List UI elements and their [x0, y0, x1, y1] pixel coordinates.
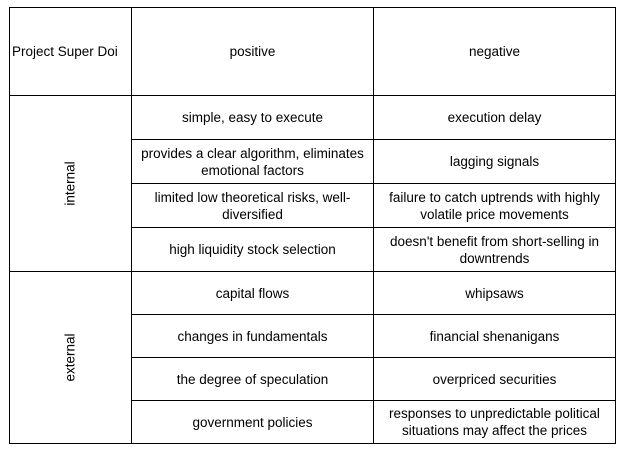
- negative-cell: execution delay: [374, 96, 616, 140]
- negative-cell: overpriced securities: [374, 358, 616, 401]
- positive-cell: provides a clear algorithm, eliminates emotional factors: [132, 140, 374, 184]
- positive-cell: limited low theoretical risks, well-diversified: [132, 184, 374, 228]
- project-name-cell: Project Super Doi: [10, 8, 132, 96]
- group-label-text: internal: [63, 161, 78, 206]
- swot-table: [9, 7, 616, 444]
- negative-cell: doesn't benefit from short-selling in downtrends: [374, 228, 616, 272]
- column-header-negative: negative: [374, 8, 616, 96]
- positive-cell: changes in fundamentals: [132, 315, 374, 358]
- negative-cell: responses to unpredictable political situations may affect the prices: [374, 401, 616, 444]
- positive-cell: government policies: [132, 401, 374, 444]
- positive-cell: the degree of speculation: [132, 358, 374, 401]
- group-label-external: [10, 272, 132, 444]
- group-label-internal: [10, 96, 132, 272]
- table-row: [10, 272, 616, 315]
- negative-cell: failure to catch uptrends with highly volatile price movements: [374, 184, 616, 228]
- negative-cell: lagging signals: [374, 140, 616, 184]
- group-label-text: external: [63, 333, 78, 382]
- table-row: [10, 96, 616, 140]
- table-header-row: [10, 8, 616, 96]
- positive-cell: high liquidity stock selection: [132, 228, 374, 272]
- positive-cell: capital flows: [132, 272, 374, 315]
- positive-cell: simple, easy to execute: [132, 96, 374, 140]
- column-header-positive: positive: [132, 8, 374, 96]
- negative-cell: whipsaws: [374, 272, 616, 315]
- negative-cell: financial shenanigans: [374, 315, 616, 358]
